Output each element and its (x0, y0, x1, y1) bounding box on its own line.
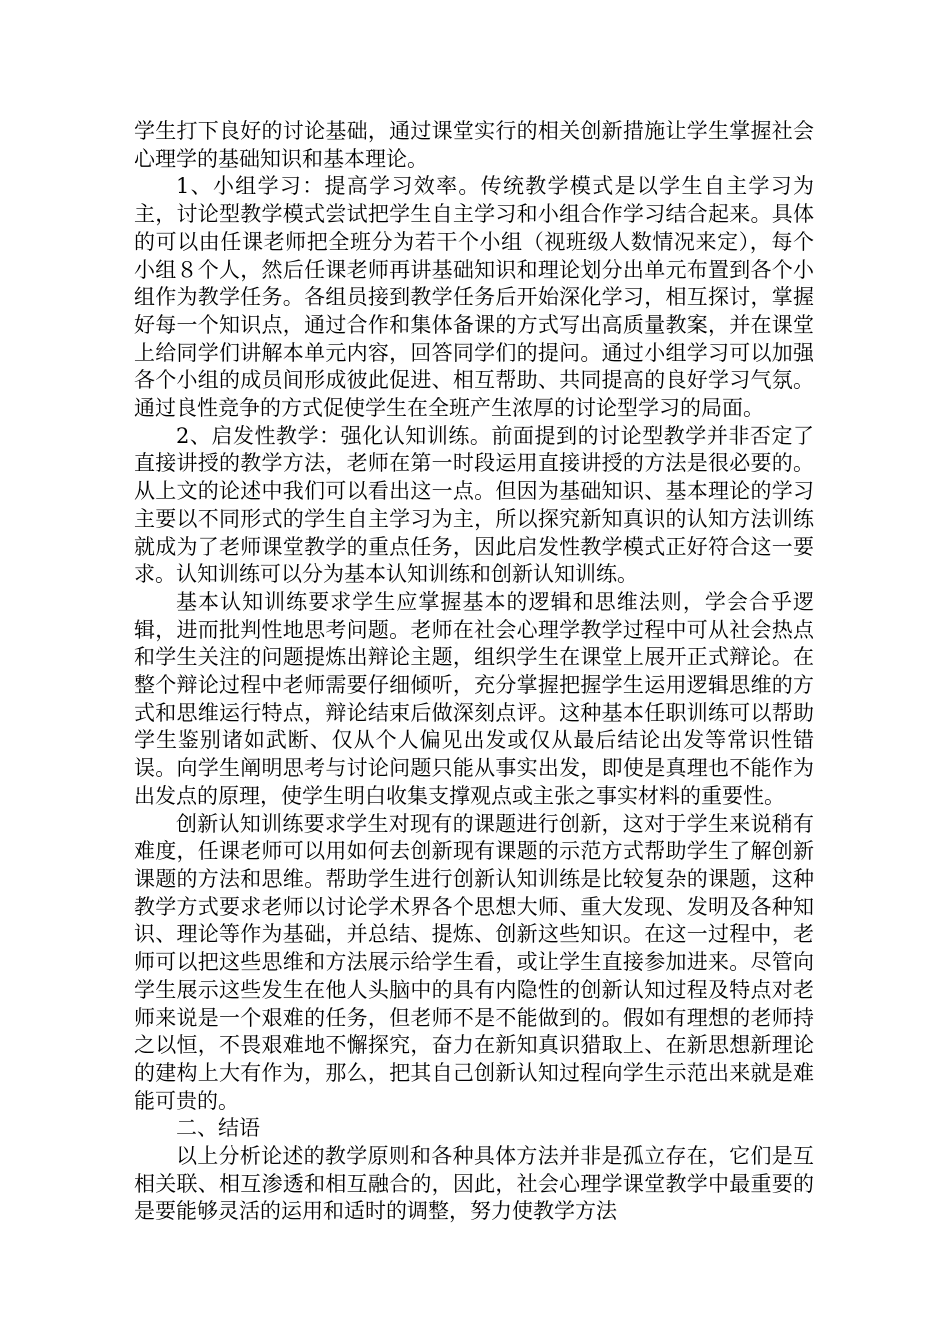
paragraph-group-learning: 1、小组学习：提高学习效率。传统教学模式是以学生自主学习为主，讨论型教学模式尝试把学生自主学习和小组合作学习结合起来。具体的可以由任课老师把全班分为若干个小组（视班级人数情况来定），每个小组８个人，然后任课老师再讲基础知识和理论划分出单元布置到各个小组作为教学任务。各组员接到教学任务后开始深化学习，相互探讨，掌握好每一个知识点，通过合作和集体备课的方式写出高质量教案，并在课堂上给同学们讲解本单元内容，回答同学们的提问。通过小组学习可以加强各个小组的成员间形成彼此促进、相互帮助、共同提高的良好学习气氛。通过良性竞争的方式促使学生在全班产生浓厚的讨论型学习的局面。 (134, 174, 814, 421)
paragraph-innovative-cognitive-training: 创新认知训练要求学生对现有的课题进行创新，这对于学生来说稍有难度，任课老师可以用如何去创新现有课题的示范方式帮助学生了解创新课题的方法和思维。帮助学生进行创新认知训练是比较复杂的课题，这种教学方式要求老师以讨论学术界各个思想大师、重大发现、发明及各种知识、理论等作为基础，并总结、提炼、创新这些知识。在这一过程中，老师可以把这些思维和方法展示给学生看，或让学生直接参加进来。尽管向学生展示这些发生在他人头脑中的具有内隐性的创新认知过程及特点对老师来说是一个艰难的任务，但老师不是不能做到的。假如有理想的老师持之以恒，不畏艰难地不懈探究，奋力在新知真识猎取上、在新思想新理论的建构上大有作为，那么，把其自己创新认知过程向学生示范出来就是难能可贵的。 (134, 811, 814, 1113)
paragraph-conclusion: 以上分析论述的教学原则和各种具体方法并非是孤立存在，它们是互相关联、相互渗透和相互融合的，因此，社会心理学课堂教学中最重要的是要能够灵活的运用和适时的调整，努力使教学方法 (134, 1144, 814, 1224)
paragraph-continuation: 学生打下良好的讨论基础，通过课堂实行的相关创新措施让学生掌握社会心理学的基础知识和基本理论。 (134, 119, 814, 171)
document-body (134, 118, 814, 1226)
paragraph-heuristic-teaching: 2、启发性教学：强化认知训练。前面提到的讨论型教学并非否定了直接讲授的教学方法，老师在第一时段运用直接讲授的方法是很必要的。从上文的论述中我们可以看出这一点。但因为基础知识、基本理论的学习主要以不同形式的学生自主学习为主，所以探究新知真识的认知方法训练就成为了老师课堂教学的重点任务，因此启发性教学模式正好符合这一要求。认知训练可以分为基本认知训练和创新认知训练。 (134, 423, 814, 587)
section-heading-conclusion: 二、结语 (176, 1116, 260, 1141)
paragraph-basic-cognitive-training: 基本认知训练要求学生应掌握基本的逻辑和思维法则，学会合乎逻辑，进而批判性地思考问题。老师在社会心理学教学过程中可从社会热点和学生关注的问题提炼出辩论主题，组织学生在课堂上展开正式辩论。在整个辩论过程中老师需要仔细倾听，充分掌握把握学生运用逻辑思维的方式和思维运行特点，辩论结束后做深刻点评。这种基本任职训练可以帮助学生鉴别诸如武断、仅从个人偏见出发或仅从最后结论出发等常识性错误。向学生阐明思考与讨论问题只能从事实出发，即使是真理也不能作为出发点的原理，使学生明白收集支撑观点或主张之事实材料的重要性。 (134, 589, 814, 808)
